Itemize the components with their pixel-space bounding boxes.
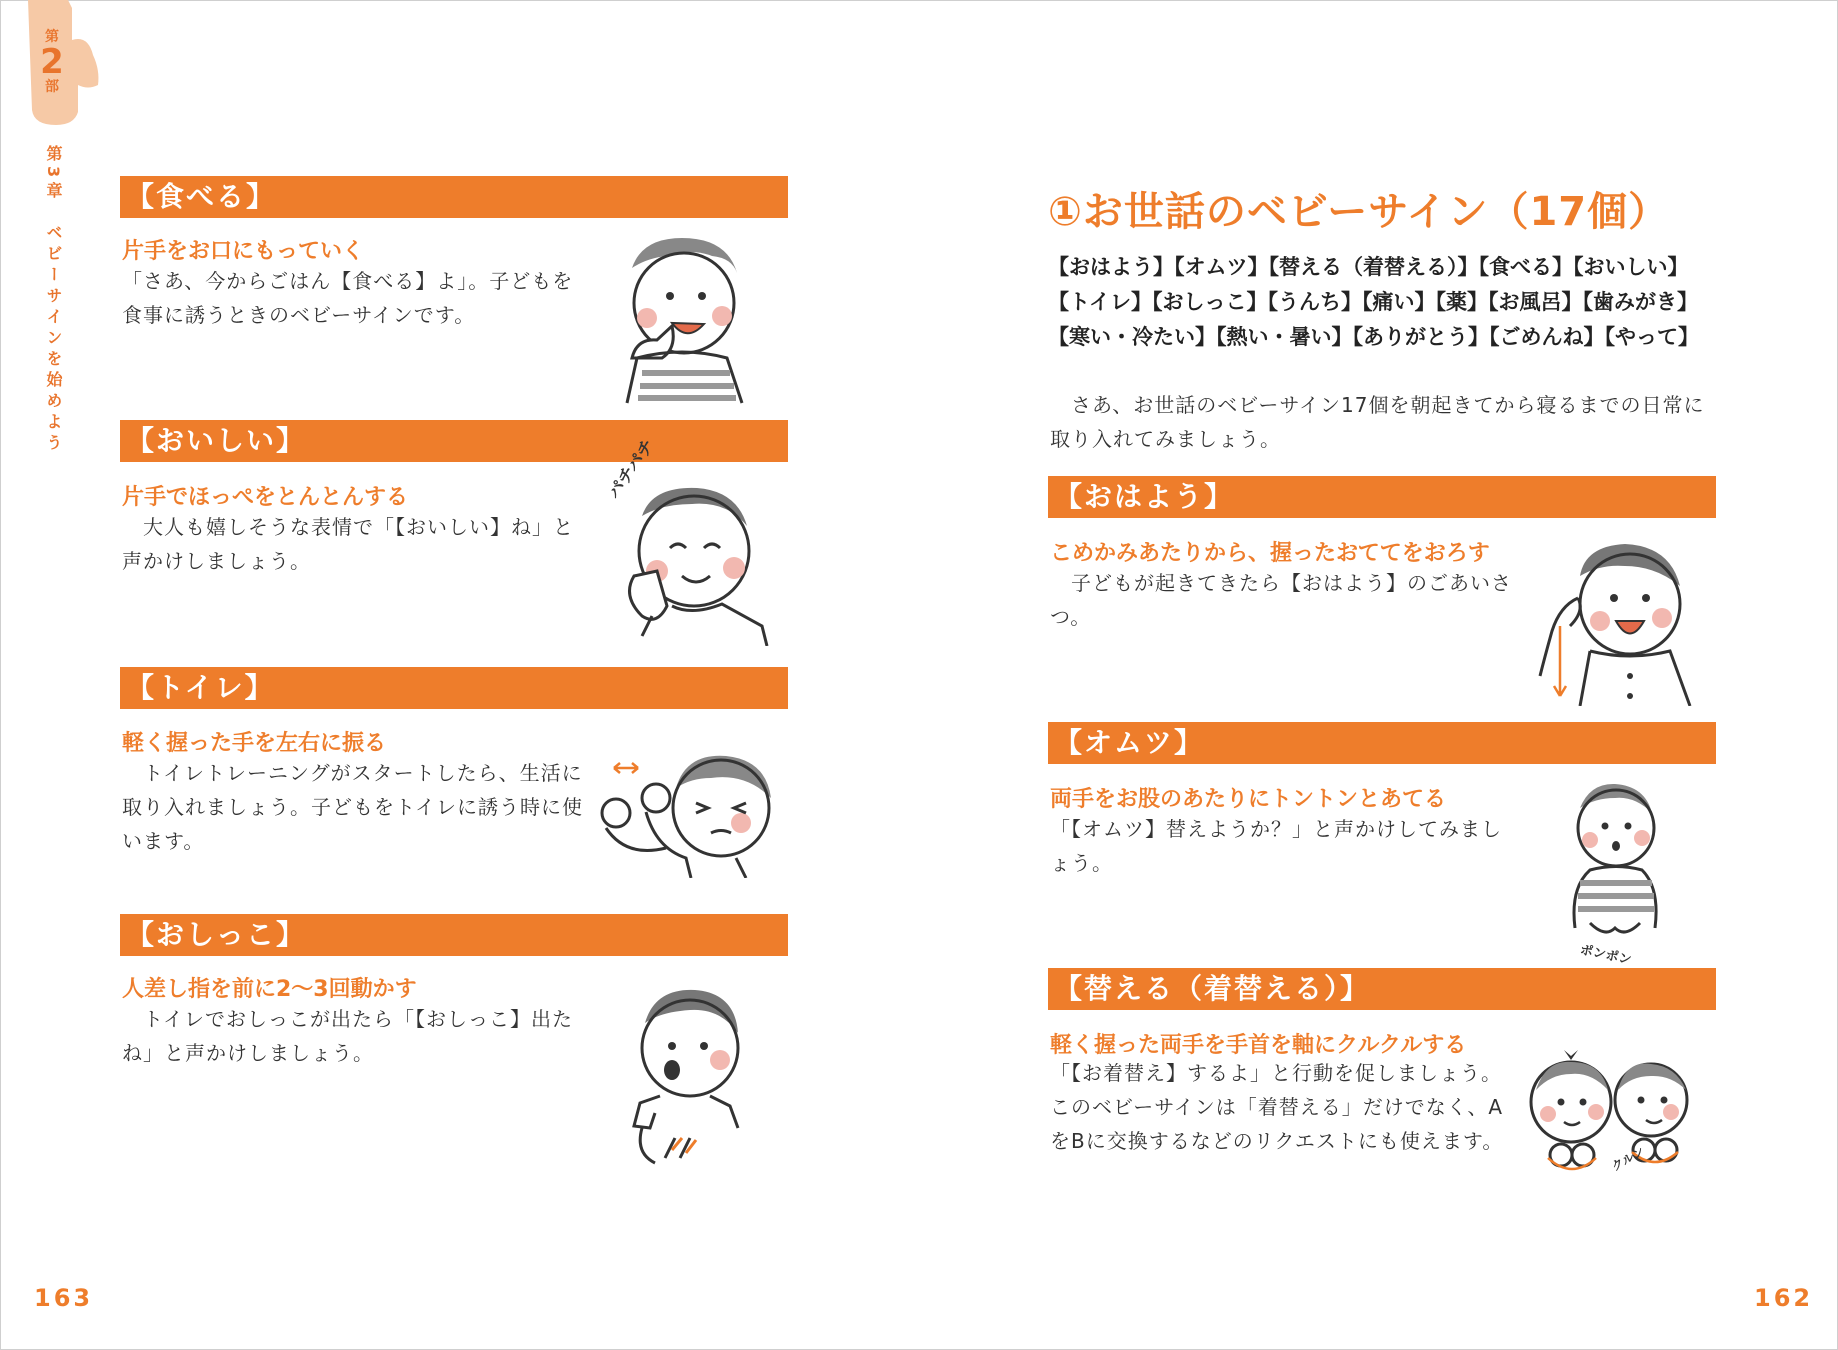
sfx-pachipachi: パチパチ [604, 435, 659, 503]
section-subtitle-kaeru: 軽く握った両手を手首を軸にクルクルする [1050, 1033, 1467, 1058]
section-subtitle-oshikko: 人差し指を前に2〜3回動かす [122, 977, 417, 1002]
twins-changing-illustration [1526, 1030, 1692, 1190]
child-toilet-illustration [596, 748, 776, 878]
chapter-label: 第3章 ベビーサインを始めよう [44, 145, 63, 456]
sign-list [1048, 250, 1728, 355]
child-omutsu-illustration [1560, 778, 1670, 953]
section-subtitle-omutsu: 両手をお股のあたりにトントンとあてる [1050, 787, 1447, 812]
section-body-omutsu: 「【オムツ】替えようか？」と声かけしてみましょう。 [1050, 817, 1502, 875]
sign-list-line: 【寒い・冷たい】【熱い・暑い】【ありがとう】【ごめんね】【やって】 [1048, 325, 1699, 349]
sign-list-line: 【トイレ】【おしっこ】【うんち】【痛い】【薬】【お風呂】【歯みがき】 [1048, 290, 1698, 314]
child-ohayou-illustration [1530, 536, 1700, 706]
section-body-taberu: 「さあ、今からごはん【食べる】よ」。子どもを食事に誘うときのベビーサインです。 [122, 269, 574, 327]
section-subtitle-taberu: 片手をお口にもっていく [122, 239, 365, 264]
section-subtitle-oishii: 片手でほっぺをとんとんする [122, 485, 409, 510]
part-suffix: 部 [45, 79, 59, 96]
page-title: ①お世話のベビーサイン（17個） [1048, 189, 1670, 235]
child-pee-illustration [620, 978, 760, 1168]
page-number-right: 162 [1754, 1284, 1814, 1312]
section-body-toilet: トイレトレーニングがスタートしたら、生活に取り入れましょう。子どもをトイレに誘う時に使います。 [122, 761, 583, 853]
section-body-kaeru: 「【お着替え】するよ」と行動を促しましょう。このベビーサインは「着替える」だけでなく、AをBに交換するなどのリクエストにも使えます。 [1050, 1061, 1504, 1153]
section-subtitle-ohayou: こめかみあたりから、握ったおててをおろす [1050, 541, 1490, 566]
section-header-oshikko: 【おしっこ】 [120, 914, 788, 956]
section-header-taberu: 【食べる】 [120, 176, 788, 218]
section-subtitle-toilet: 軽く握った手を左右に振る [122, 731, 387, 756]
part-number: 2 [40, 41, 64, 82]
section-body-ohayou: 子どもが起きてきたら【おはよう】のごあいさつ。 [1050, 571, 1512, 629]
part-prefix: 第 [45, 29, 59, 45]
section-header-oishii: 【おいしい】 [120, 420, 788, 462]
sfx-ponpon: ポンポン [1578, 942, 1633, 969]
section-header-omutsu: 【オムツ】 [1048, 722, 1716, 764]
section-body-oishii: 大人も嬉しそうな表情で「【おいしい】ね」と声かけしましょう。 [122, 515, 574, 573]
child-yummy-illustration [612, 476, 772, 646]
child-eating-illustration [612, 228, 762, 408]
section-header-kaeru: 【替える（着替える）】 [1048, 968, 1716, 1010]
section-body-oshikko: トイレでおしっこが出たら「【おしっこ】出たね」と声かけしましょう。 [122, 1007, 573, 1065]
sfx-kurun: クルン [1609, 1144, 1647, 1174]
intro-text: さあ、お世話のベビーサイン17個を朝起きてから寝るまでの日常に取り入れてみましょう。 [1050, 393, 1705, 451]
section-header-toilet: 【トイレ】 [120, 667, 788, 709]
sign-list-line: 【おはよう】【オムツ】【替える（着替える）】【食べる】【おいしい】 [1048, 255, 1689, 279]
part-label [40, 30, 64, 95]
page-number-left: 163 [34, 1284, 94, 1312]
section-header-ohayou: 【おはよう】 [1048, 476, 1716, 518]
